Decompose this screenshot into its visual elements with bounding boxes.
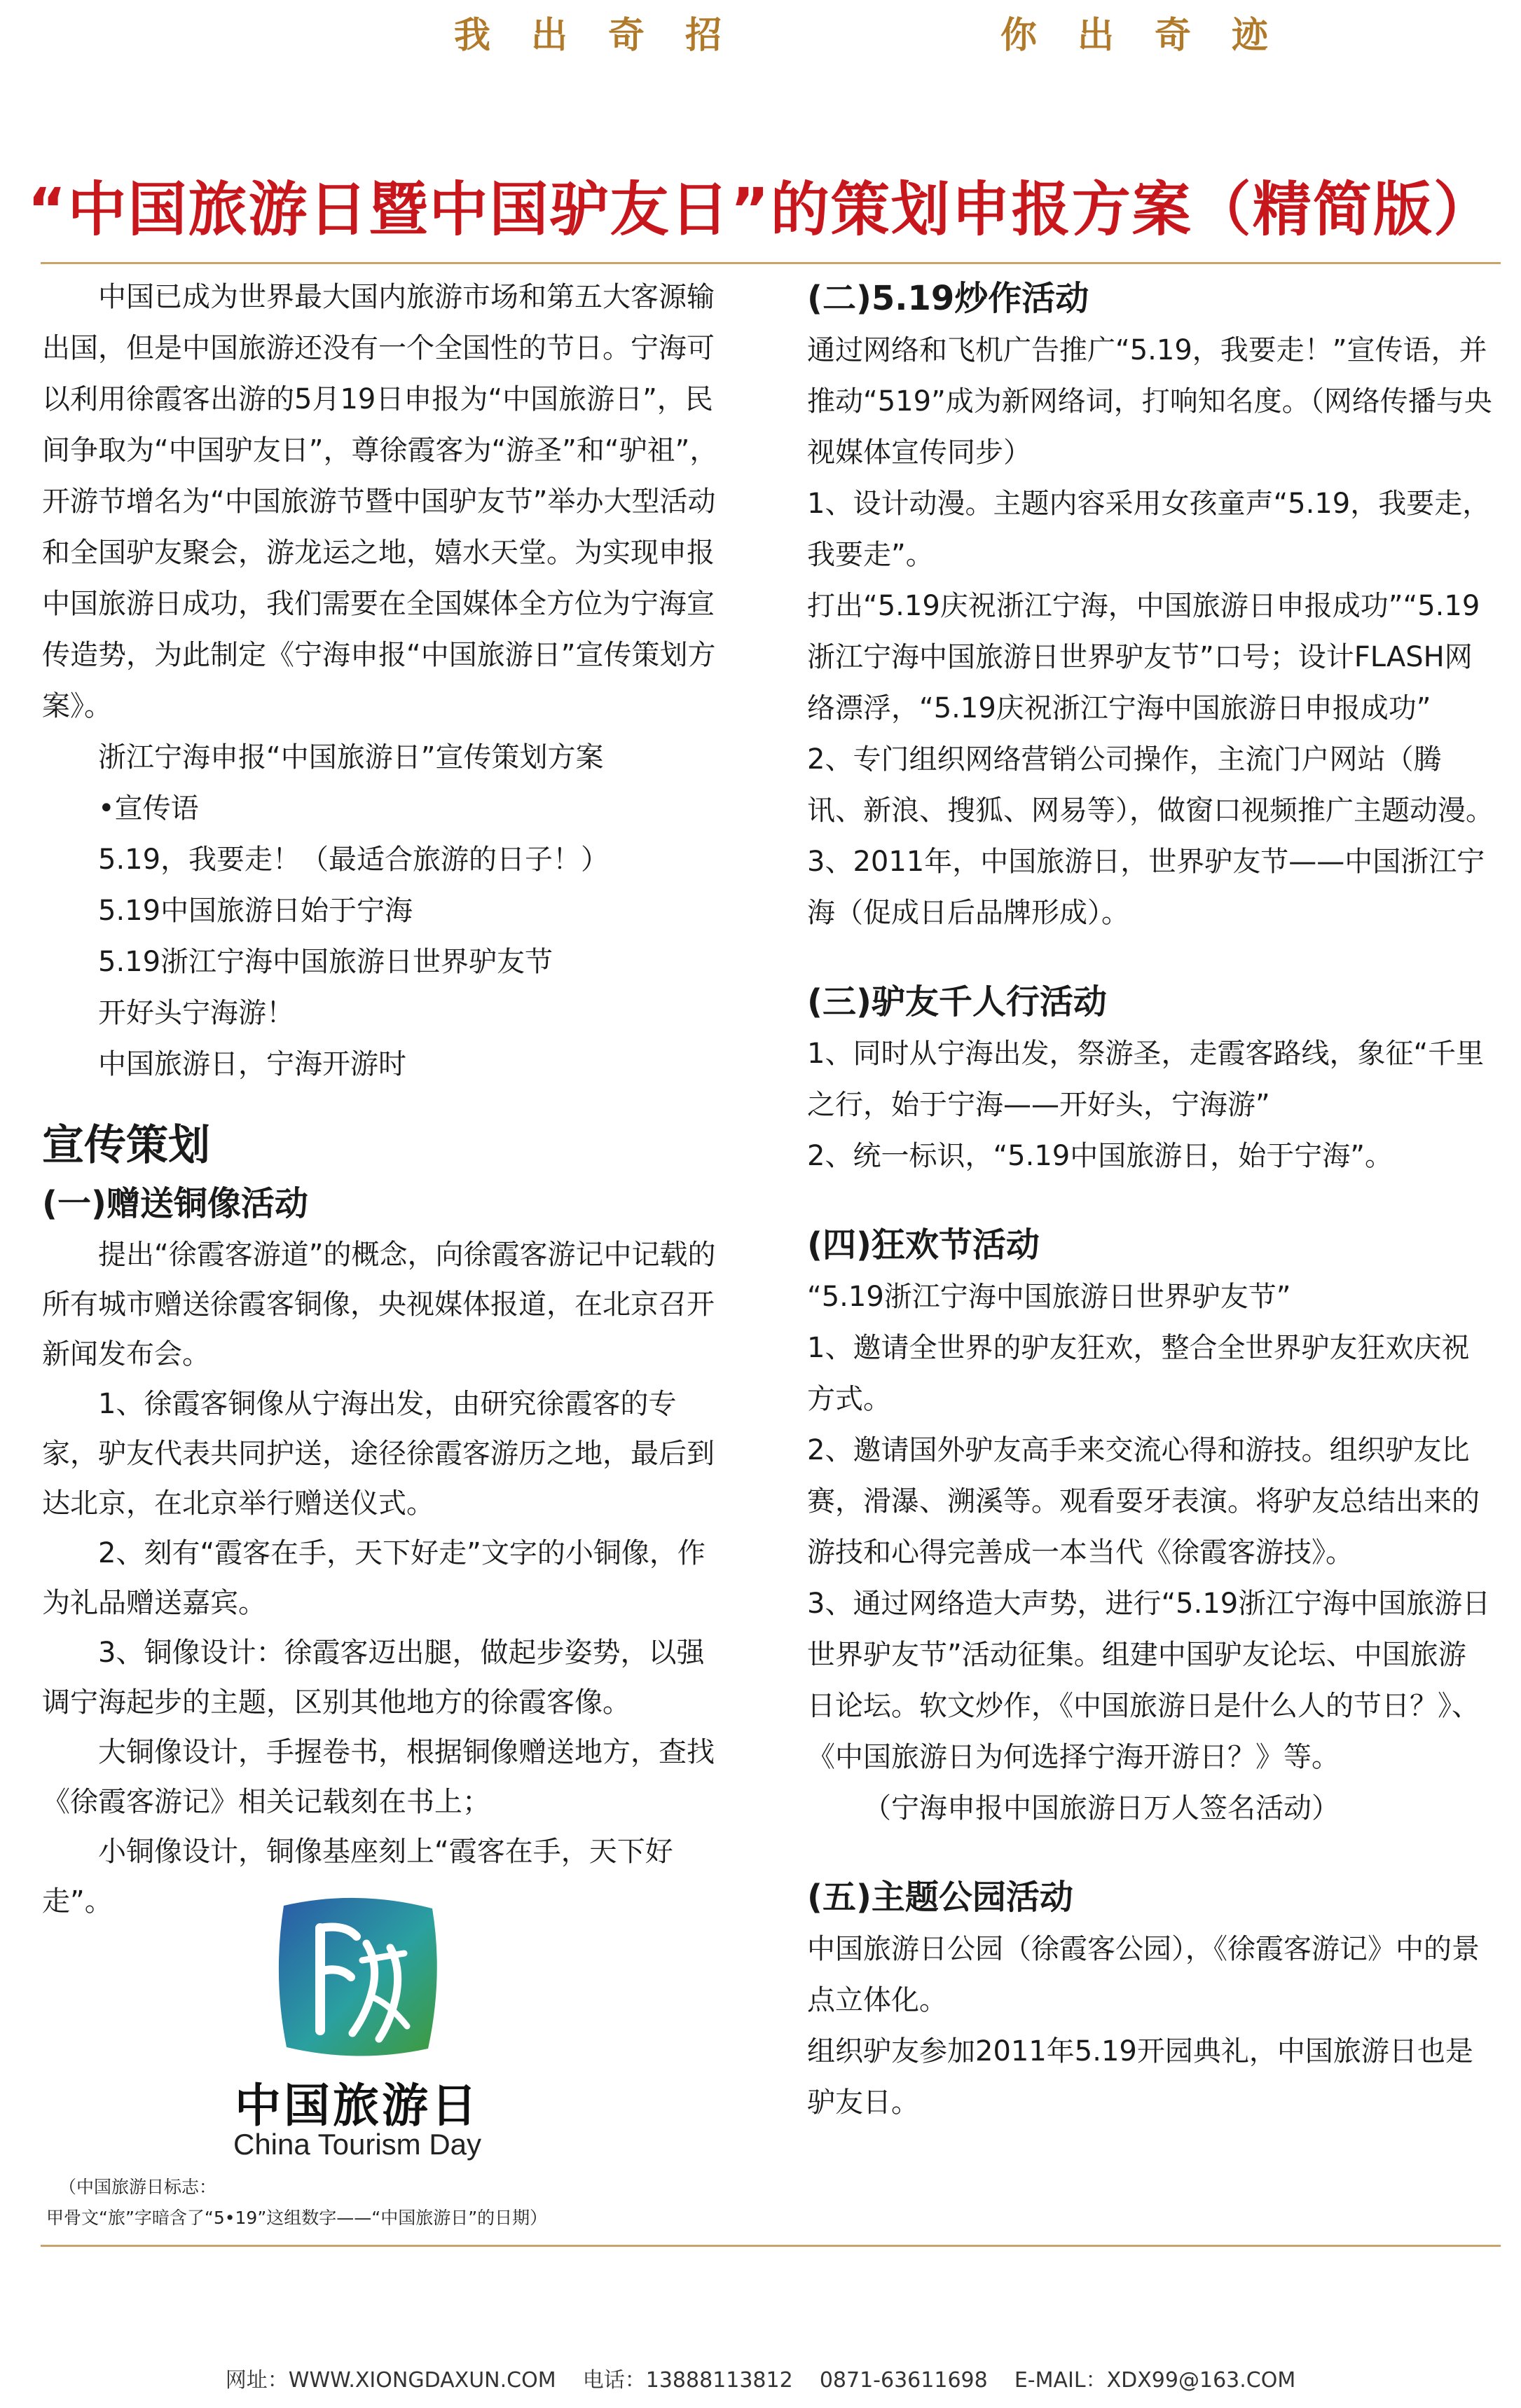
section-heading-publicity: 宣传策划 — [42, 1121, 210, 1170]
slogan-heading: •宣传语 — [98, 792, 199, 825]
section-519-paragraph: 1、设计动漫。主题内容采用女孩童声“5.19，我要走，我要走”。 — [807, 488, 1491, 571]
slogan-item: 开好头宁海游！ — [98, 997, 294, 1029]
section-heading-statue: (一)赠送铜像活动 — [42, 1184, 308, 1223]
china-tourism-day-logo — [203, 1893, 511, 2173]
section-519-paragraph: 打出“5.19庆祝浙江宁海，中国旅游日申报成功”“5.19浙江宁海中国旅游日世界驴友节”口号；设计FLASH网络漂浮，“5.19庆祝浙江宁海中国旅游日申报成功” — [807, 590, 1480, 724]
theme-park-paragraph: 组织驴友参加2011年5.19开园典礼，中国旅游日也是驴友日。 — [807, 2035, 1473, 2119]
page-title: “中国旅游日暨中国驴友日”的策划申报方案（精简版） — [27, 175, 1494, 244]
statue-paragraph: 3、铜像设计：徐霞客迈出腿，做起步姿势，以强调宁海起步的主题，区别其他地方的徐霞客像。 — [42, 1637, 705, 1719]
logo-caption-line: （中国旅游日标志： — [59, 2177, 217, 2197]
top-divider — [41, 262, 1501, 264]
header-slogan-left: 我出奇招 — [454, 14, 763, 57]
intro-paragraph: 中国已成为世界最大国内旅游市场和第五大客源输出国，但是中国旅游还没有一个全国性的节日。宁海可以利用徐霞客出游的5月19日申报为“中国旅游日”，民间争取为“中国驴友日”，尊徐霞客为“游圣”和“驴祖”，开游节增名为“中国旅游节暨中国驴友节”举办大型活动和全国驴友聚会，游龙运之地，嬉水天堂。为实现申报中国旅游日成功，我们需要在全国媒体全方位为宁海宣传造势，为此制定《宁海申报“中国旅游日”宣传策划方案》。 — [42, 281, 718, 722]
slogan-item: 5.19，我要走！（最适合旅游的日子！） — [98, 844, 610, 876]
slogan-item: 5.19浙江宁海中国旅游日世界驴友节 — [98, 946, 553, 978]
thousand-walk-paragraph: 2、统一标识，“5.19中国旅游日，始于宁海”。 — [807, 1140, 1393, 1172]
section-519-paragraph: 2、专门组织网络营销公司操作，主流门户网站（腾讯、新浪、搜狐、网易等），做窗口视频推广主题动漫。 — [807, 743, 1494, 827]
theme-park-paragraph: 中国旅游日公园（徐霞客公园），《徐霞客游记》中的景点立体化。 — [807, 1933, 1480, 2016]
bottom-divider — [41, 2245, 1501, 2247]
slogan-item: 中国旅游日，宁海开游时 — [98, 1048, 406, 1080]
logo-chinese-text: 中国旅游日 — [235, 2079, 480, 2133]
carnival-paragraph: 1、邀请全世界的驴友狂欢，整合全世界驴友狂欢庆祝方式。 — [807, 1332, 1470, 1415]
statue-paragraph: 小铜像设计，铜像基座刻上“霞客在手，天下好走”。 — [42, 1836, 673, 1918]
statue-paragraph: 提出“徐霞客游道”的概念，向徐霞客游记中记载的所有城市赠送徐霞客铜像，央视媒体报道，在北京召开新闻发布会。 — [42, 1239, 716, 1370]
section-519-paragraph: 通过网络和飞机广告推广“5.19，我要走！”宣传语，并推动“519”成为新网络词，打响知名度。（网络传播与央视媒体宣传同步） — [807, 334, 1492, 469]
carnival-paragraph: （宁海申报中国旅游日万人签名活动） — [863, 1792, 1340, 1824]
section-heading-thousand-walk: (三)驴友千人行活动 — [807, 982, 1107, 1021]
right-column — [807, 272, 1494, 2128]
logo-caption-line: 甲骨文“旅”字暗含了“5•19”这组数字——“中国旅游日”的日期） — [46, 2208, 548, 2228]
statue-paragraph: 大铜像设计，手握卷书，根据铜像赠送地方，查找《徐霞客游记》相关记载刻在书上； — [42, 1736, 715, 1818]
header-slogan-right: 你出奇迹 — [1000, 14, 1309, 57]
section-heading-theme-park: (五)主题公园活动 — [807, 1878, 1073, 1917]
section-519-paragraph: 3、2011年，中国旅游日，世界驴友节——中国浙江宁海（促成日后品牌形成）。 — [807, 846, 1485, 929]
slogan-item: 5.19中国旅游日始于宁海 — [98, 895, 413, 927]
plan-title: 浙江宁海申报“中国旅游日”宣传策划方案 — [98, 741, 604, 773]
carnival-paragraph: 2、邀请国外驴友高手来交流心得和游技。组织驴友比赛，滑瀑、溯溪等。观看耍牙表演。将驴友总结出来的游技和心得完善成一本当代《徐霞客游技》。 — [807, 1434, 1480, 1569]
logo-english-text: China Tourism Day — [233, 2128, 482, 2161]
left-column — [42, 272, 727, 1927]
section-heading-carnival: (四)狂欢节活动 — [807, 1225, 1040, 1265]
statue-paragraph: 2、刻有“霞客在手，天下好走”文字的小铜像，作为礼品赠送嘉宾。 — [42, 1537, 706, 1619]
logo-caption — [46, 2172, 740, 2234]
carnival-paragraph: 3、通过网络造大声势，进行“5.19浙江宁海中国旅游日世界驴友节”活动征集。组建中国驴友论坛、中国旅游日论坛。软文炒作，《中国旅游日是什么人的节日？》、《中国旅游日为何选择宁海开游日？》等。 — [807, 1588, 1491, 1773]
carnival-paragraph: “5.19浙江宁海中国旅游日世界驴友节” — [807, 1281, 1291, 1313]
contact-footer: 网址：WWW.XIONGDAXUN.COM 电话：13888113812 0871-63611698 E-MAIL：XDX99@163.COM — [225, 2368, 1296, 2393]
statue-paragraph: 1、徐霞客铜像从宁海出发，由研究徐霞客的专家，驴友代表共同护送，途径徐霞客游历之地，最后到达北京，在北京举行赠送仪式。 — [42, 1388, 715, 1520]
section-heading-519: (二)5.19炒作活动 — [807, 279, 1089, 318]
tourism-day-logo-icon — [270, 1893, 445, 2061]
thousand-walk-paragraph: 1、同时从宁海出发，祭游圣，走霞客路线，象征“千里之行，始于宁海——开好头，宁海游” — [807, 1038, 1485, 1121]
